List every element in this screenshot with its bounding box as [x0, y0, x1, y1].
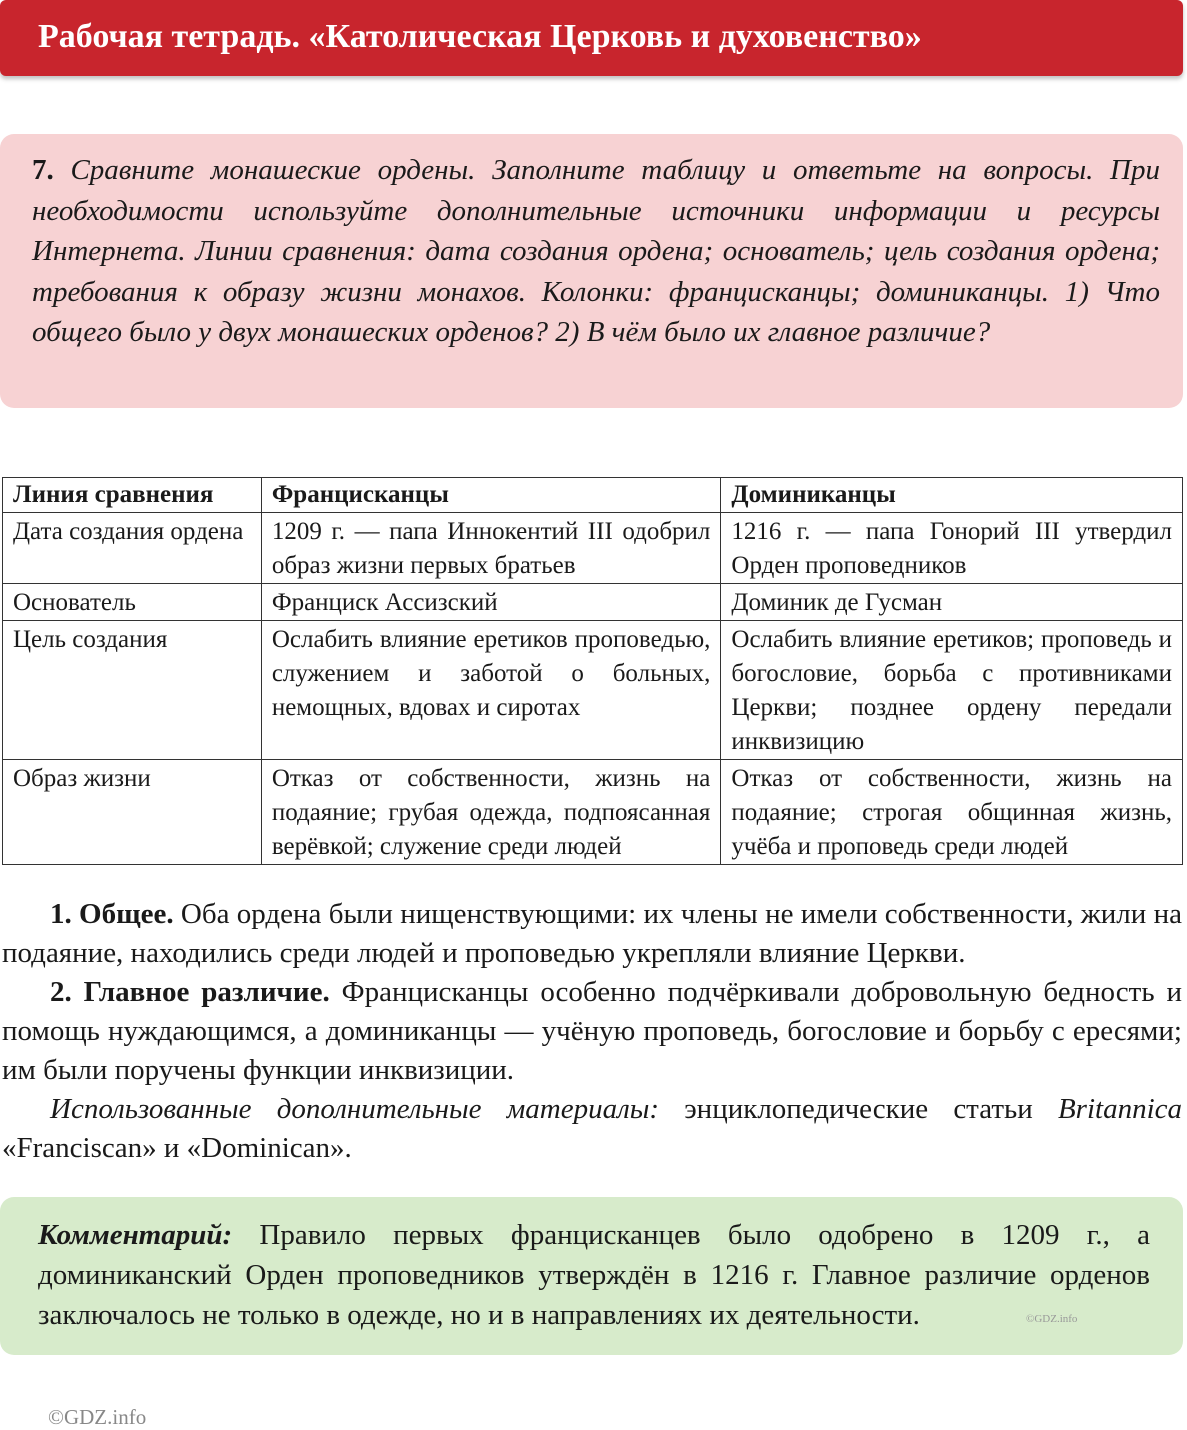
sources-articles: «Franciscan» и «Dominican».: [2, 1132, 352, 1164]
table-header-row: [3, 478, 1183, 513]
table-cell: Образ жизни: [3, 760, 262, 865]
comment-watermark: ©GDZ.info: [1026, 1313, 1078, 1325]
answer-difference-text: Францисканцы особенно подчёркивали добровольную бедность и помощь нуждающимся, а доминиканцы — учёную проповедь, богословие и борьбу с ересями; им были поручены функции инквизиции.: [2, 976, 1182, 1086]
comment-text: [38, 1215, 1150, 1335]
sources-paragraph: [2, 1090, 1182, 1168]
task-box: [0, 134, 1183, 408]
table-header-cell: Доминиканцы: [721, 478, 1183, 513]
table-cell: Основатель: [3, 584, 262, 621]
table-row: [3, 621, 1183, 760]
answer-common-label: 1. Общее.: [50, 898, 174, 930]
table-cell: Дата создания ордена: [3, 513, 262, 584]
table-header-cell: Линия сравнения: [3, 478, 262, 513]
table-header-cell: Францисканцы: [261, 478, 721, 513]
table-cell: Доминик де Гусман: [721, 584, 1183, 621]
table-row: [3, 513, 1183, 584]
comment-box: [0, 1197, 1183, 1355]
sources-britannica: Britannica: [1057, 1093, 1183, 1125]
table-cell: Отказ от собственности, жизнь на подаяние; строгая общинная жизнь, учёба и проповедь среди людей: [721, 760, 1183, 865]
answers-section: [2, 895, 1182, 1168]
table-cell: Франциск Ассизский: [261, 584, 721, 621]
page-title: Рабочая тетрадь. «Католическая Церковь и духовенство»: [38, 18, 922, 55]
table-cell: 1216 г. — папа Гонорий III утвердил Орден проповедников: [721, 513, 1183, 584]
sources-text: энциклопедические статьи: [684, 1093, 1033, 1125]
table-cell: Ослабить влияние еретиков проповедью, служением и заботой о больных, немощных, вдовах и сиротах: [261, 621, 721, 760]
answer-common-text: Оба ордена были нищенствующими: их члены не имели собственности, жили на подаяние, находились среди людей и проповедью укрепляли влияние Церкви.: [2, 898, 1182, 969]
table-cell: 1209 г. — папа Иннокентий III одобрил образ жизни первых братьев: [261, 513, 721, 584]
task-body: Сравните монашеские ордены. Заполните таблицу и ответьте на вопросы. При необходимости используйте дополнительные источники информации и ресурсы Интернета. Линии сравнения: дата создания ордена; основатель; цель создания ордена; требования к образу жизни монахов. Колонки: францисканцы; доминиканцы. 1) Что общего было у двух монашеских орденов? 2) В чём было их главное различие?: [32, 154, 1160, 348]
table-cell: Ослабить влияние еретиков; проповедь и богословие, борьба с противниками Церкви; позднее ордену передали инквизицию: [721, 621, 1183, 760]
table-cell: Отказ от собственности, жизнь на подаяние; грубая одежда, подпоясанная верёвкой; служение среди людей: [261, 760, 721, 865]
table-row: [3, 584, 1183, 621]
footer-copyright: ©GDZ.info: [48, 1405, 147, 1429]
comment-label: Комментарий:: [38, 1219, 233, 1251]
comparison-table: [2, 477, 1183, 865]
answer-difference: [2, 973, 1182, 1090]
task-number: 7.: [32, 154, 54, 186]
sources-label: Использованные дополнительные материалы:: [50, 1093, 660, 1125]
answer-common: [2, 895, 1182, 973]
task-text: [32, 150, 1160, 353]
answer-difference-label: 2. Главное различие.: [50, 976, 330, 1008]
comment-body: Правило первых францисканцев было одобрено в 1209 г., а доминиканский Орден проповедников утверждён в 1216 г. Главное различие орденов заключалось не только в одежде, но и в направлениях их деятельности.: [38, 1219, 1150, 1331]
table-cell: Цель создания: [3, 621, 262, 760]
page-header: [0, 0, 1183, 76]
table-row: [3, 760, 1183, 865]
